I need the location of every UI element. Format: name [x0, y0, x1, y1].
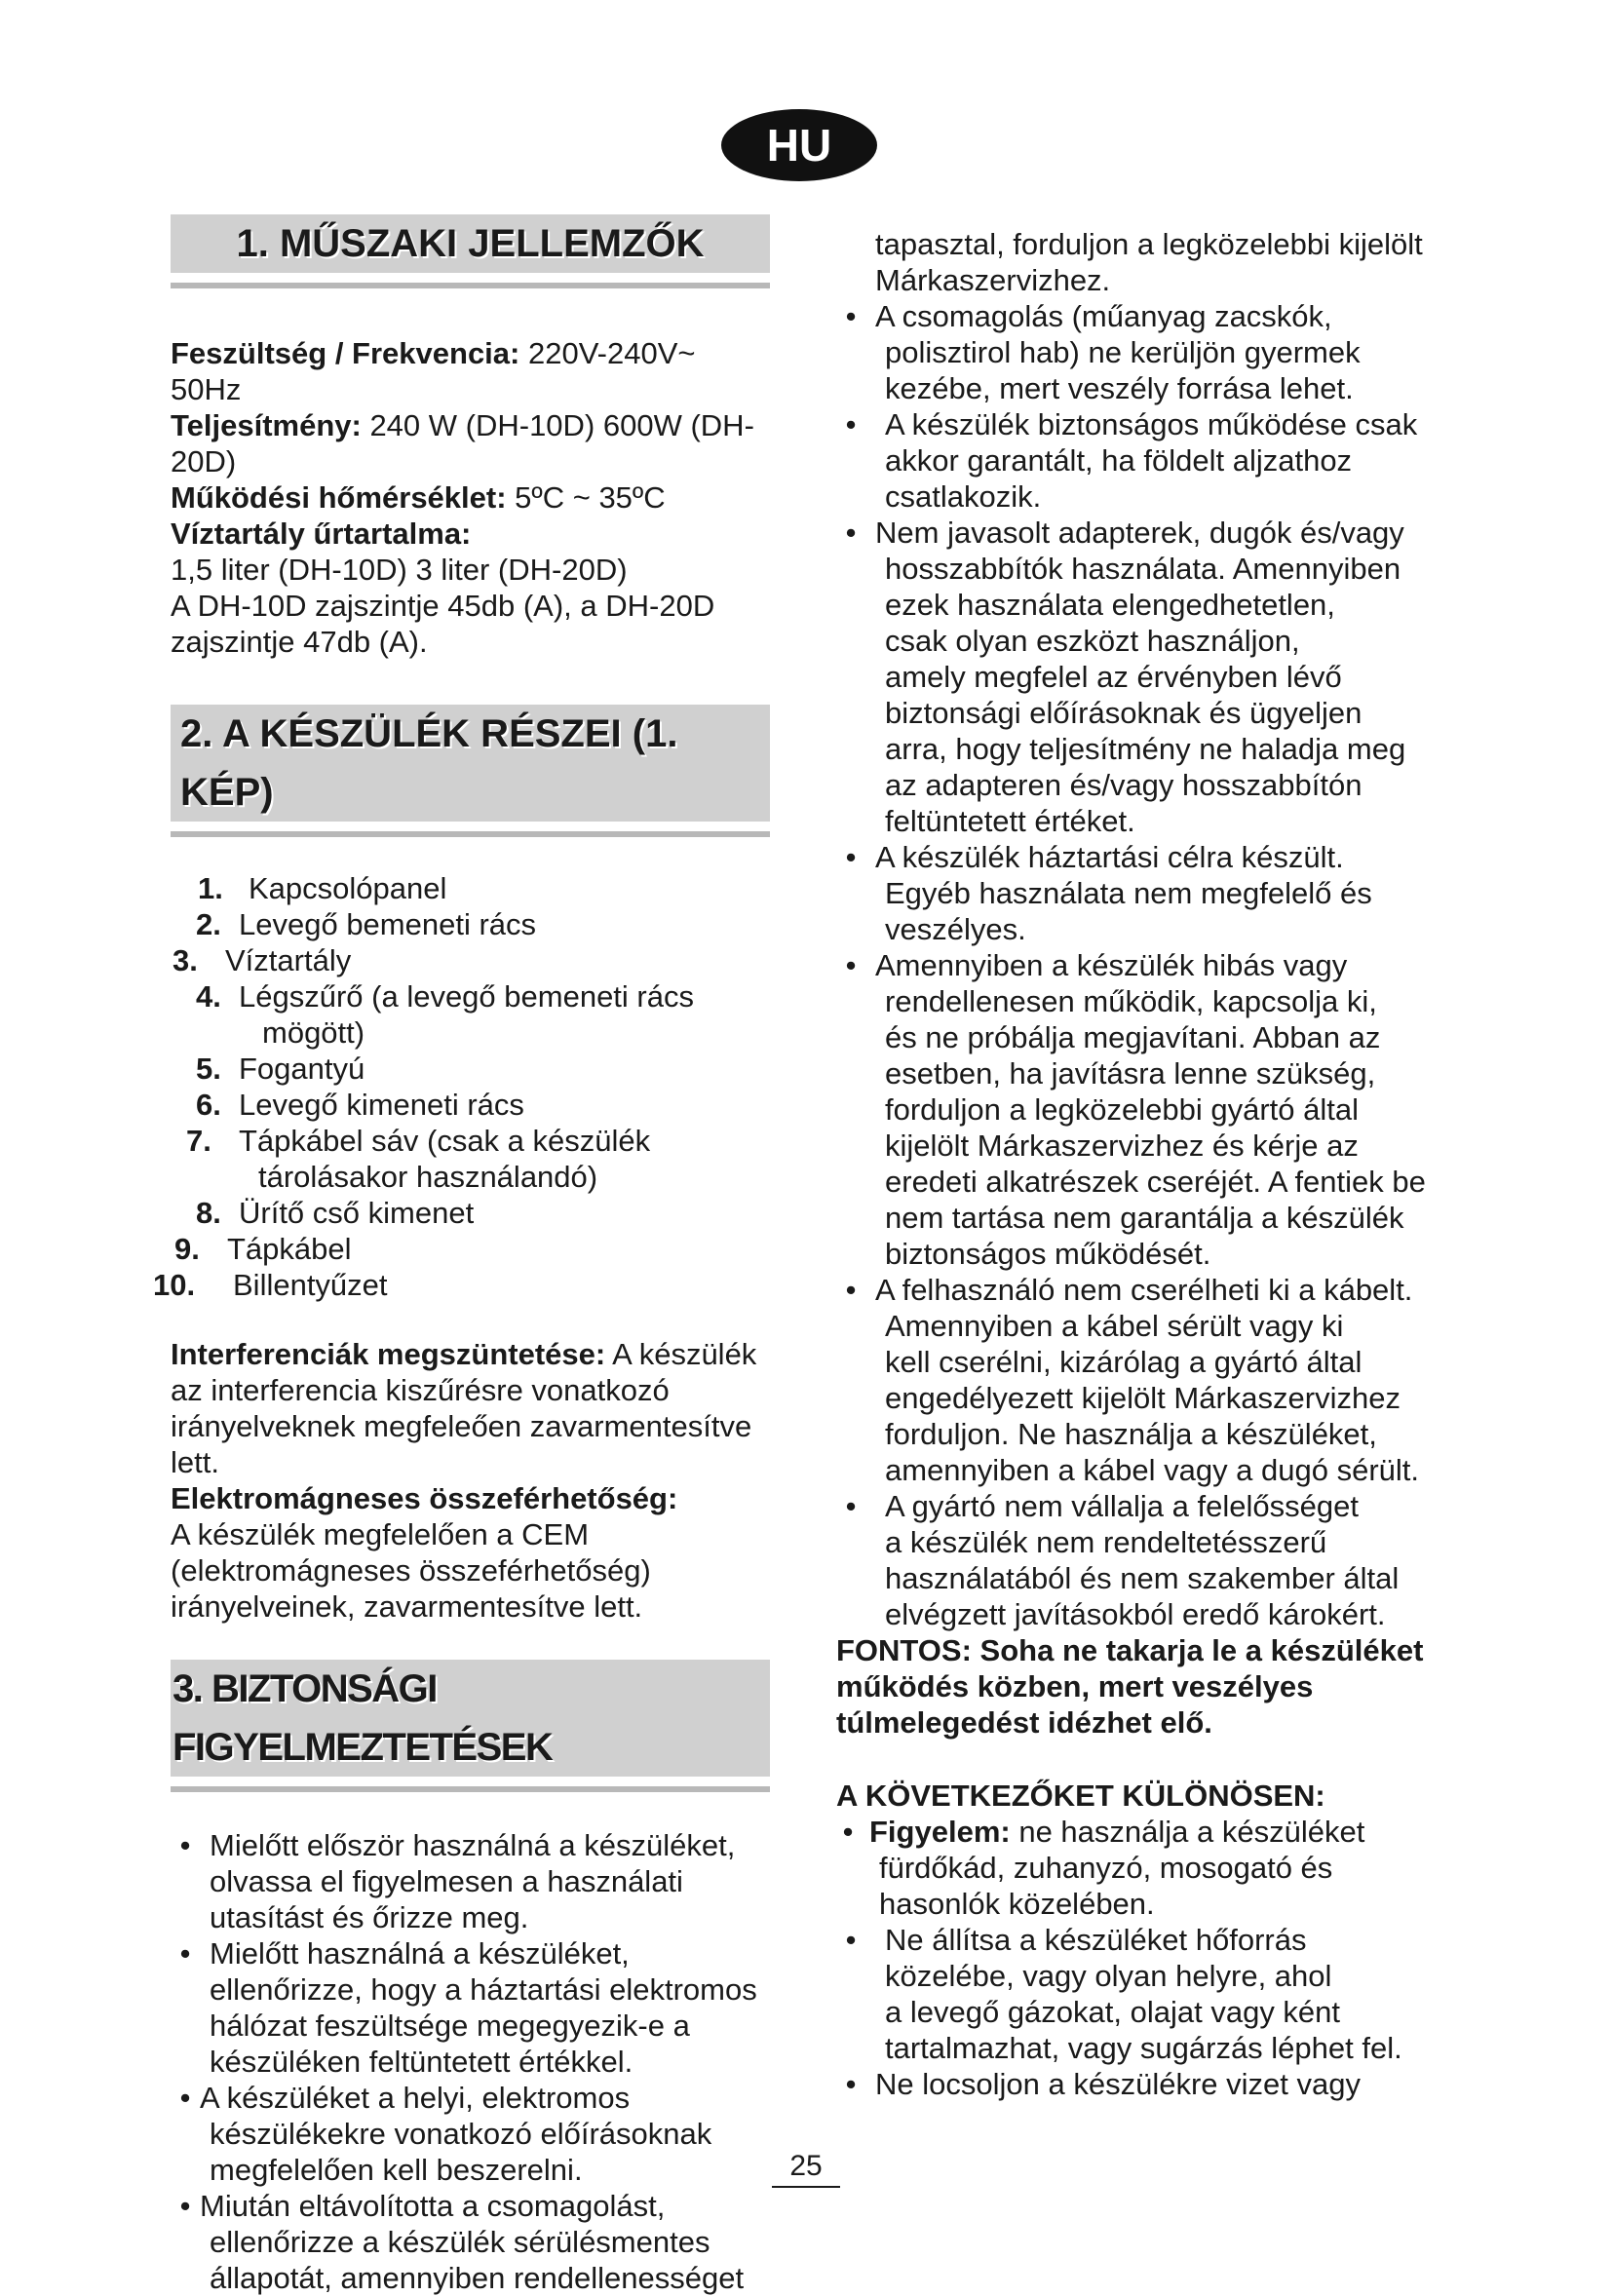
part-label: Fogantyú — [239, 1052, 365, 1086]
section-2 — [153, 705, 770, 1625]
bullet-line: arra, hogy teljesítmény ne haladja meg — [885, 732, 1406, 766]
bullet-text: ne használja a készüléket — [1010, 1815, 1365, 1849]
section-3 — [171, 1660, 770, 2296]
bullet-line: A készülék háztartási célra készült. — [875, 840, 1344, 874]
list-item — [836, 298, 1436, 406]
emc-block — [171, 1336, 770, 1625]
list-item — [836, 1814, 1436, 1922]
part-number: 7. — [186, 1124, 211, 1158]
spec-noise-line-2: zajszintje 47db (A). — [171, 625, 428, 659]
bullet-line: olvassa el figyelmesen a használati — [210, 1864, 683, 1898]
spec-value: 5ºC ~ 35ºC — [506, 480, 666, 515]
part-number: 6. — [196, 1088, 221, 1122]
list-item — [836, 515, 1436, 839]
emc-line-1: A készülék megfelelően a CEM — [171, 1517, 590, 1551]
bullet-line: esetben, ha javításra lenne szükség, — [885, 1056, 1376, 1091]
list-item — [171, 2188, 770, 2296]
bullet-line: készülékekre vonatkozó előírásoknak — [210, 2117, 712, 2151]
list-item — [145, 1267, 770, 1303]
spec-label: Víztartály űrtartalma: — [171, 517, 472, 551]
list-item — [836, 1922, 1436, 2066]
bullet-line: Nem javasolt adapterek, dugók és/vagy — [875, 516, 1404, 550]
part-number: 3. — [173, 943, 198, 977]
spec-label: Teljesítmény: — [171, 408, 362, 442]
bullet-line: A csomagolás (műanyag zacskók, — [875, 299, 1332, 333]
bullet-line: Amennyiben a készülék hibás vagy — [875, 948, 1348, 982]
bullet-dot: • — [845, 948, 857, 982]
section-2-rule — [171, 831, 770, 837]
bullet-line: Ne állítsa a készüléket hőforrás — [885, 1923, 1307, 1957]
bullet-line: csatlakozik. — [885, 479, 1042, 514]
list-item — [836, 2066, 1436, 2102]
spec-power — [171, 407, 770, 479]
list-item — [836, 839, 1436, 947]
bullet-line: Egyéb használata nem megfelelő és — [885, 876, 1372, 910]
bullet-line: rendellenesen működik, kapcsolja ki, — [885, 984, 1377, 1018]
bullet-dot: • — [179, 2189, 191, 2223]
bullet-line: állapotát, amennyiben rendellenességet — [210, 2261, 745, 2295]
bullet-line: amely megfelel az érvényben lévő — [885, 660, 1342, 694]
interference-line-3: irányelveknek megfeleően zavarmentesítve — [171, 1409, 752, 1443]
right-column — [836, 226, 1436, 2102]
section-3-title: 3. BIZTONSÁGI FIGYELMEZTETÉSEK — [171, 1660, 770, 1777]
bullet-dot: • — [845, 1923, 857, 1957]
list-item — [171, 1827, 770, 1935]
bullet-line — [869, 1814, 1436, 1850]
spec-value: 240 W (DH-10D) 600W (DH-20D) — [171, 408, 754, 478]
part-number: 8. — [196, 1196, 221, 1230]
language-badge: HU — [721, 109, 877, 181]
bullet-line: készüléken feltüntetett értékkel. — [210, 2045, 633, 2079]
part-number: 9. — [174, 1232, 200, 1266]
part-number: 5. — [196, 1052, 221, 1086]
bullet-line: a készülék nem rendeltetésszerű — [885, 1525, 1327, 1559]
bullet-line: biztonsági előírásoknak és ügyeljen — [885, 696, 1363, 730]
part-number: 1. — [198, 871, 223, 905]
parts-list — [153, 870, 770, 1303]
bullet-dot: • — [845, 2067, 857, 2101]
bullet-line: és ne próbálja megjavítani. Abban az — [885, 1020, 1381, 1054]
bullet-dot: • — [179, 1828, 191, 1862]
part-label: Ürítő cső kimenet — [239, 1196, 475, 1230]
continuation-line: Márkaszervizhez. — [875, 263, 1111, 297]
spec-list — [171, 335, 770, 660]
spec-label: Feszültség / Frekvencia: — [171, 336, 520, 370]
bullet-line: amennyiben a kábel vagy a dugó sérült. — [885, 1453, 1420, 1487]
bullet-dot: • — [179, 2081, 191, 2115]
bullet-continuation — [836, 226, 1436, 298]
page-number-text: 25 — [772, 2148, 839, 2188]
bullet-line: hosszabbítók használata. Amennyiben — [885, 552, 1401, 586]
list-item-continuation — [171, 1159, 770, 1195]
bullet-line: eredeti alkatrészek cseréjét. A fentiek be — [885, 1165, 1426, 1199]
emc-line-2: (elektromágneses összeférhetőség) — [171, 1553, 651, 1588]
bullet-line: forduljon a legközelebbi gyártó által — [885, 1092, 1359, 1127]
spec-capacity: 1,5 liter (DH-10D) 3 liter (DH-20D) — [171, 553, 628, 587]
bullet-line: A készüléket a helyi, elektromos — [200, 2081, 631, 2115]
list-item — [836, 1488, 1436, 1632]
bullet-line: hasonlók közelében. — [879, 1887, 1155, 1921]
bullet-line: Mielőtt először használná a készüléket, — [210, 1828, 736, 1862]
page-number — [0, 2148, 1612, 2188]
spec-noise-line-1: A DH-10D zajszintje 45db (A), a DH-20D — [171, 589, 715, 623]
bullet-line: hálózat feszültsége megegyezik-e a — [210, 2009, 690, 2043]
bullet-line: polisztirol hab) ne kerüljön gyermek — [885, 335, 1361, 369]
spec-voltage — [171, 335, 770, 407]
section-2-title: 2. A KÉSZÜLÉK RÉSZEI (1. KÉP) — [171, 705, 770, 822]
bullet-line: kell cserélni, kizárólag a gyártó által — [885, 1345, 1363, 1379]
part-number: 10. — [153, 1268, 196, 1302]
bullet-line: feltüntetett értéket. — [885, 804, 1135, 838]
bullet-dot: • — [845, 516, 857, 550]
list-item — [836, 1272, 1436, 1488]
bullet-line: engedélyezett kijelölt Márkaszervizhez — [885, 1381, 1401, 1415]
bullet-line: A felhasználó nem cserélheti ki a kábelt. — [875, 1273, 1413, 1307]
list-item-continuation — [171, 1014, 770, 1051]
important-notice — [836, 1632, 1436, 1741]
interference-label: Interferenciák megszüntetése: — [171, 1337, 606, 1371]
bullet-dot: • — [845, 1489, 857, 1523]
bullet-line: megfelelően kell beszerelni. — [210, 2153, 583, 2187]
spec-temperature — [171, 479, 770, 516]
bullet-line: elvégzett javításokból eredő károkért. — [885, 1597, 1386, 1631]
bullet-line: ellenőrizze a készülék sérülésmentes — [210, 2225, 710, 2259]
bullet-line: A gyártó nem vállalja a felelősséget — [885, 1489, 1359, 1523]
section-1-rule — [171, 283, 770, 288]
part-label: Levegő kimeneti rács — [239, 1088, 524, 1122]
bullet-line: A készülék biztonságos működése csak — [885, 407, 1418, 441]
bullet-line: akkor garantált, ha földelt aljzathoz — [885, 443, 1353, 478]
interference-line-2: az interferencia kiszűrésre vonatkozó — [171, 1373, 670, 1407]
list-item — [836, 947, 1436, 1272]
bullet-line: csak olyan eszközt használjon, — [885, 624, 1300, 658]
bullet-line: ezek használata elengedhetetlen, — [885, 588, 1335, 622]
bullet-dot: • — [845, 1273, 857, 1307]
list-item — [171, 870, 770, 906]
bullet-dot: • — [845, 299, 857, 333]
list-item — [171, 1231, 770, 1267]
bullet-line: biztonságos működését. — [885, 1237, 1211, 1271]
safety-list-left — [171, 1827, 770, 2296]
safety-list-right — [836, 298, 1436, 1632]
bullet-line: használatából és nem szakember által — [885, 1561, 1400, 1595]
list-item — [171, 1935, 770, 2080]
list-item — [171, 1087, 770, 1123]
section-3-rule — [171, 1786, 770, 1792]
bullet-line: a levegő gázokat, olajat vagy ként — [885, 1995, 1341, 2029]
bullet-line: az adapteren és/vagy hosszabbítón — [885, 768, 1363, 802]
bullet-line: Mielőtt használná a készüléket, — [210, 1936, 630, 1971]
part-label-cont: tárolásakor használandó) — [258, 1160, 598, 1194]
list-item — [171, 942, 770, 978]
emc-label: Elektromágneses összeférhetőség: — [171, 1481, 678, 1515]
interference-text: A készülék — [605, 1337, 757, 1371]
bullet-line: Amennyiben a kábel sérült vagy ki — [885, 1309, 1344, 1343]
list-item — [836, 406, 1436, 515]
list-item — [171, 1123, 770, 1159]
continuation-line: tapasztal, forduljon a legközelebbi kijelölt — [875, 227, 1423, 261]
spec-label: Működési hőmérséklet: — [171, 480, 507, 515]
bullet-line: ellenőrizze, hogy a háztartási elektromos — [210, 1972, 757, 2007]
part-label: Kapcsolópanel — [249, 871, 447, 905]
left-column — [153, 214, 770, 2296]
spec-value: 220V-240V~ 50Hz — [171, 336, 696, 406]
important-line: túlmelegedést idézhet elő. — [836, 1705, 1212, 1740]
bullet-dot: • — [845, 407, 857, 441]
list-item — [171, 906, 770, 942]
part-label: Légszűrő (a levegő bemeneti rács — [239, 979, 694, 1014]
part-label: Tápkábel — [227, 1232, 352, 1266]
section-1 — [171, 214, 770, 660]
part-label: Tápkábel sáv (csak a készülék — [239, 1124, 651, 1158]
special-list — [836, 1814, 1436, 2102]
emc-line-3: irányelveinek, zavarmentesítve lett. — [171, 1589, 643, 1624]
warning-label: Figyelem: — [869, 1815, 1011, 1849]
part-label: Víztartály — [225, 943, 352, 977]
part-label: Billentyűzet — [233, 1268, 388, 1302]
bullet-line: tartalmazhat, vagy sugárzás léphet fel. — [885, 2031, 1402, 2065]
list-item — [171, 1195, 770, 1231]
bullet-line: Miután eltávolította a csomagolást, — [200, 2189, 666, 2223]
part-number: 4. — [196, 979, 221, 1014]
bullet-line: kezébe, mert veszély forrása lehet. — [885, 371, 1354, 405]
interference-line-1 — [171, 1336, 770, 1372]
bullet-line: Ne locsoljon a készülékre vizet vagy — [875, 2067, 1361, 2101]
bullet-line: közelébe, vagy olyan helyre, ahol — [885, 1959, 1332, 1993]
part-label: Levegő bemeneti rács — [239, 907, 537, 941]
part-label-cont: mögött) — [262, 1015, 365, 1050]
bullet-dot: • — [845, 840, 857, 874]
bullet-line: nem tartása nem garantálja a készülék — [885, 1201, 1404, 1235]
important-line: FONTOS: Soha ne takarja le a készüléket — [836, 1633, 1424, 1667]
bullet-line: fürdőkád, zuhanyzó, mosogató és — [879, 1851, 1333, 1885]
spec-tank — [171, 516, 770, 552]
bullet-dot: • — [842, 1815, 854, 1849]
interference-line-4: lett. — [171, 1445, 219, 1479]
bullet-line: utasítást és őrizze meg. — [210, 1900, 529, 1934]
bullet-line: forduljon. Ne használja a készüléket, — [885, 1417, 1377, 1451]
important-line: működés közben, mert veszélyes — [836, 1669, 1314, 1703]
bullet-line: kijelölt Márkaszervizhez és kérje az — [885, 1129, 1359, 1163]
bullet-dot: • — [179, 1936, 191, 1971]
section-1-title: 1. MŰSZAKI JELLEMZŐK — [171, 214, 770, 273]
part-number: 2. — [196, 907, 221, 941]
list-item — [171, 1051, 770, 1087]
bullet-line: veszélyes. — [885, 912, 1026, 946]
list-item — [171, 978, 770, 1014]
special-title: A KÖVETKEZŐKET KÜLÖNÖSEN: — [836, 1779, 1325, 1813]
